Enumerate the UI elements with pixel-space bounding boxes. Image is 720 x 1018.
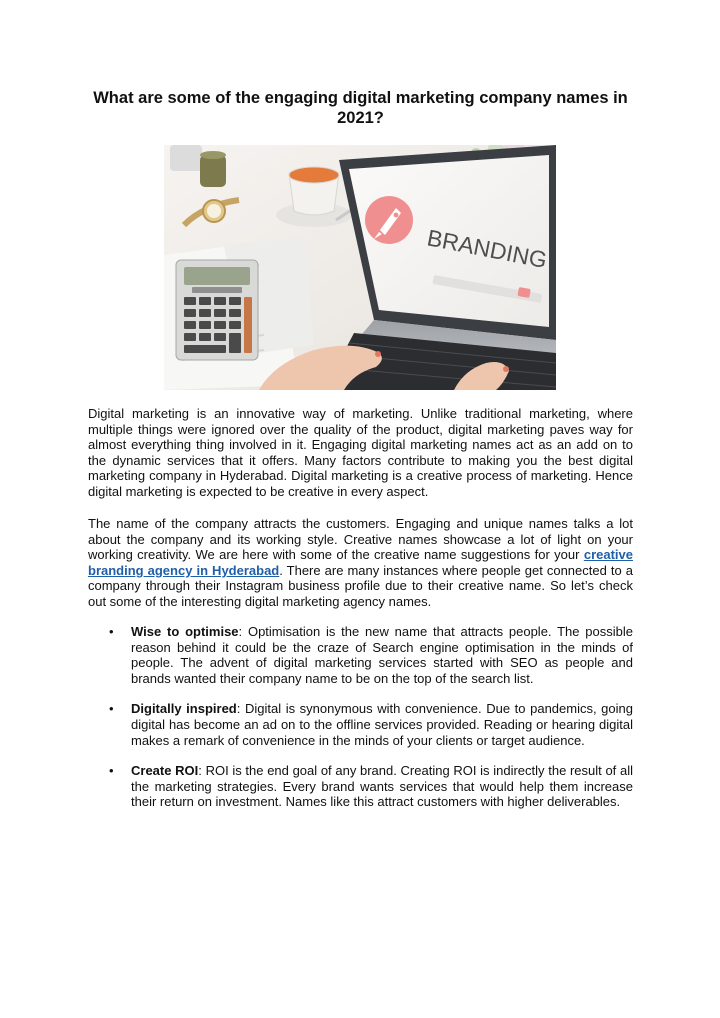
bullet-title: Digitally inspired <box>131 701 237 717</box>
creative-branding-agency-link[interactable]: creative branding agency in Hyderabad <box>88 547 633 578</box>
page-title: What are some of the engaging digital marketing company names in 2021? <box>93 89 628 127</box>
bullet-icon: • <box>109 701 114 717</box>
bullet-text: : Digital is synonymous with convenience. Due to pandemics, going digital has become an ad on to the offline services provided. Reading or hearing digital makes a remark of convenience in the minds of your clients or target audience. <box>131 701 633 748</box>
intro-paragraph: Digital marketing is an innovative way of marketing. Unlike traditional marketing, where multiple things were ignored over the quality of the product, digital marketing paves way for almost everything thing involved in it. Engaging digital marketing names act as an add on to the dynamic services that it offers. Many factors contribute to making you the best digital marketing company in Hyderabad. Digital marketing is a creative process of marketing. Hence digital marketing is expected to be creative in every aspect. <box>88 406 633 499</box>
calculator <box>176 260 258 360</box>
list-item <box>88 701 633 748</box>
paragraph-text-before-link: The name of the company attracts the customers. Engaging and unique names talks a lot about the company and its working style. Creative names showcase a lot of light on your working creativity. We are here with some of the creative name suggestions for your <box>88 516 633 563</box>
paragraph-text-after-link: . There are many instances where people get connected to a company through their Instagram business profile due to their creative name. So let’s check out some of the interesting digital marketing agency names. <box>88 562 633 609</box>
name-suggestion-list <box>88 624 633 810</box>
bullet-text: : Optimisation is the new name that attracts people. The possible reason behind it could be the craze of Search engine optimisation in the minds of people. The advent of digital marketing services started with SEO as people and brands wanted their company name to be on the top of the search list. <box>131 624 633 686</box>
bullet-icon: • <box>109 763 114 779</box>
bullet-text: : ROI is the end goal of any brand. Creating ROI is indirectly the result of all the marketing strategies. Every brand wants services that would help them increase their return on investment. Names like this attract customers with higher deliverables. <box>131 763 633 810</box>
bullet-title: Create ROI <box>131 763 199 779</box>
bullet-title: Wise to optimise <box>131 624 239 639</box>
list-item <box>88 624 633 686</box>
branding-screen-text: BRANDING <box>425 224 550 274</box>
bullet-icon: • <box>109 624 114 639</box>
hero-image <box>164 145 556 390</box>
branding-laptop-illustration <box>164 145 556 390</box>
names-paragraph <box>88 516 633 610</box>
list-item <box>88 763 633 810</box>
